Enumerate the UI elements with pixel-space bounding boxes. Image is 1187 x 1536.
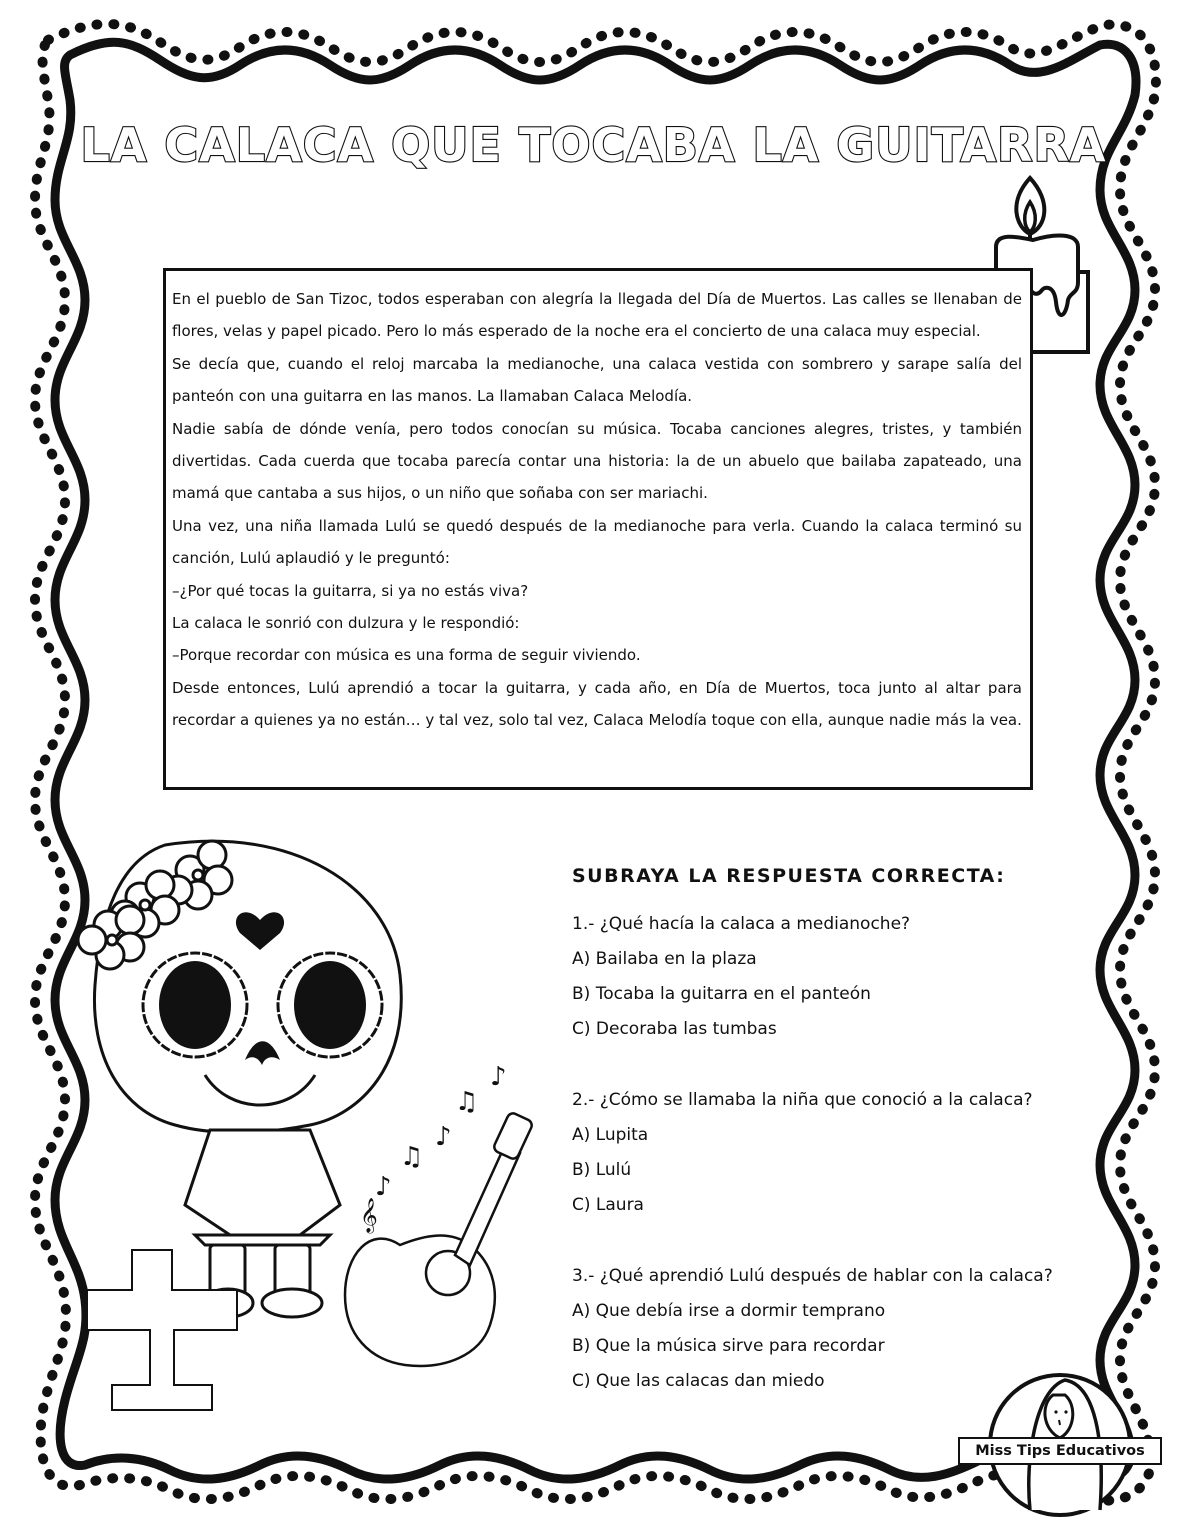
story-dialogue-line: –¿Por qué tocas la guitarra, si ya no estás viva?	[172, 581, 529, 600]
answer-option-a[interactable]: A) Bailaba en la plaza	[572, 949, 757, 969]
story-paragraph: La calaca le sonrió con dulzura y le respondió:	[172, 614, 520, 633]
answer-option-b[interactable]: B) Tocaba la guitarra en el panteón	[572, 984, 871, 1004]
answer-option-b[interactable]: B) Que la música sirve para recordar	[572, 1336, 885, 1356]
quiz-section	[572, 865, 1092, 1435]
svg-text:𝄞: 𝄞	[360, 1198, 378, 1233]
story-paragraph: Una vez, una niña llamada Lulú se quedó después de la medianoche para verla. Cuando la calaca terminó su canción, Lulú aplaudió y le preguntó:	[172, 516, 1022, 568]
story-dialogue-line: –Porque recordar con música es una forma de seguir viviendo.	[172, 646, 641, 665]
calaca-girl-illustration	[60, 825, 560, 1425]
svg-text:♪: ♪	[375, 1172, 392, 1202]
story-paragraph: Se decía que, cuando el reloj marcaba la medianoche, una calaca vestida con sombrero y sarape salía del panteón con una guitarra en las manos. La llamaban Calaca Melodía.	[172, 354, 1022, 406]
story-text-box	[163, 268, 1033, 790]
brand-logo-label: Miss Tips Educativos	[958, 1437, 1162, 1465]
answer-option-c[interactable]: C) Que las calacas dan miedo	[572, 1371, 825, 1391]
quiz-heading: SUBRAYA LA RESPUESTA CORRECTA:	[572, 865, 1006, 887]
story-paragraph: En el pueblo de San Tizoc, todos esperaban con alegría la llegada del Día de Muertos. Las calles se llenaban de flores, velas y papel picado. Pero lo más esperado de la noche era el concierto de una calaca muy especial.	[172, 290, 1022, 341]
question-1	[572, 907, 1092, 1047]
story-paragraph: Nadie sabía de dónde venía, pero todos conocían su música. Tocaba canciones alegres, tristes, y también divertidas. Cada cuerda que tocaba parecía contar una historia: la de un abuelo que bailaba zapateado, una mamá que cantaba a sus hijos, o un niño que soñaba con ser mariachi.	[172, 419, 1022, 503]
answer-option-c[interactable]: C) Laura	[572, 1195, 644, 1215]
answer-option-b[interactable]: B) Lulú	[572, 1160, 632, 1180]
answer-option-a[interactable]: A) Lupita	[572, 1125, 649, 1145]
answer-option-c[interactable]: C) Decoraba las tumbas	[572, 1019, 777, 1039]
story-paragraph: Desde entonces, Lulú aprendió a tocar la guitarra, y cada año, en Día de Muertos, toca junto al altar para recordar a quienes ya no están… y tal vez, solo tal vez, Calaca Melodía toque con ella, aunque nadie más la vea.	[172, 678, 1022, 730]
svg-text:♫: ♫	[455, 1087, 479, 1117]
question-text: 2.- ¿Cómo se llamaba la niña que conoció a la calaca?	[572, 1090, 1033, 1110]
question-text: 1.- ¿Qué hacía la calaca a medianoche?	[572, 914, 911, 934]
question-2	[572, 1083, 1092, 1223]
svg-text:♪: ♪	[435, 1122, 452, 1152]
worksheet-title: LA CALACA QUE TOCABA LA GUITARRA	[80, 118, 1107, 172]
question-text: 3.- ¿Qué aprendió Lulú después de hablar con la calaca?	[572, 1266, 1053, 1286]
svg-text:♪: ♪	[490, 1062, 507, 1092]
svg-text:♫: ♫	[400, 1142, 424, 1172]
answer-option-a[interactable]: A) Que debía irse a dormir temprano	[572, 1301, 886, 1321]
